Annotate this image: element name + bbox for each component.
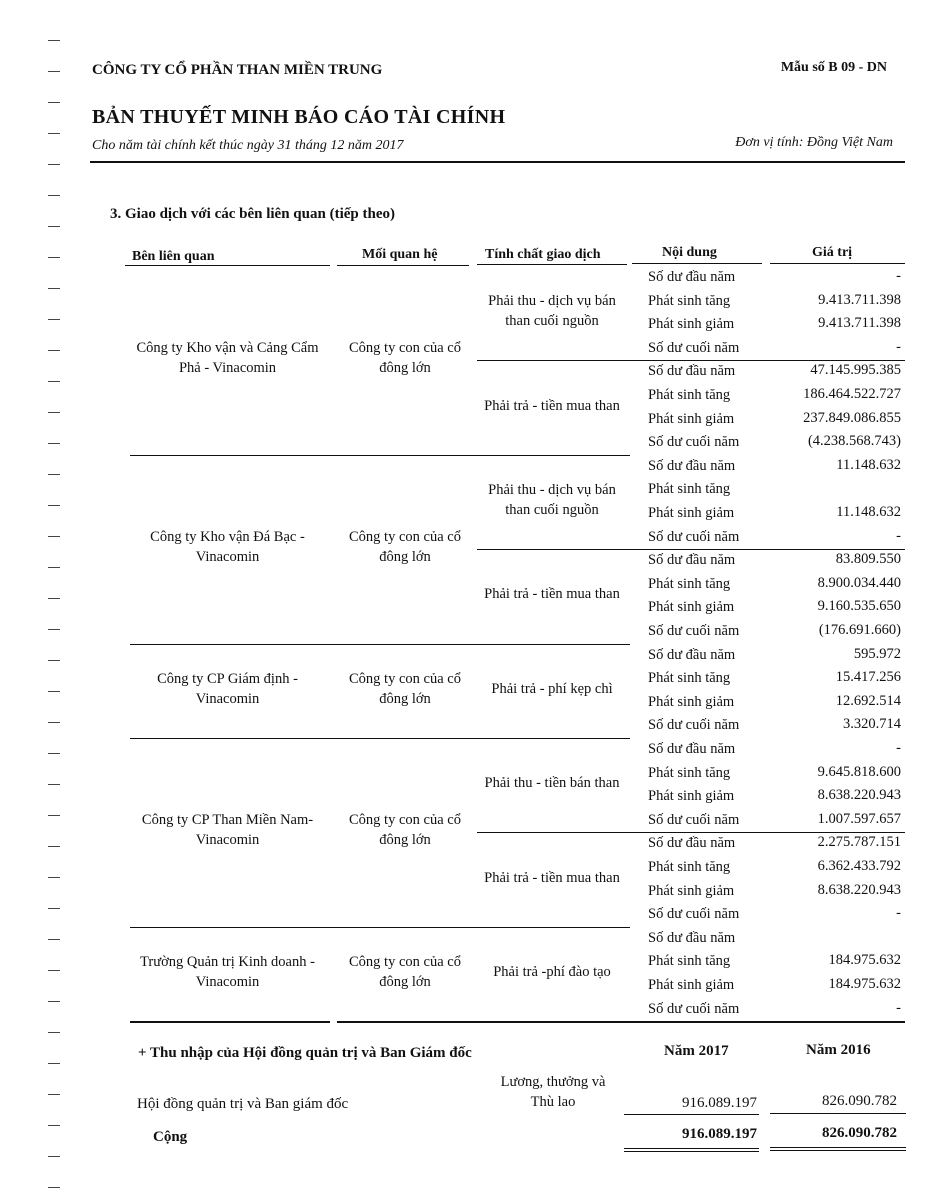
line-item-value: 12.692.514 xyxy=(835,692,901,709)
relationship: Công ty con của cổ xyxy=(349,340,461,357)
line-item-value: 9.413.711.398 xyxy=(818,291,901,308)
margin-tick xyxy=(48,1094,60,1095)
line-item-label: Phát sinh tăng xyxy=(648,575,731,592)
line-item-value: 8.638.220.943 xyxy=(817,881,901,898)
margin-tick xyxy=(48,133,60,134)
line-item-label: Phát sinh giảm xyxy=(648,505,735,521)
margin-tick xyxy=(48,1156,60,1157)
col-header-nature: Tính chất giao dịch xyxy=(485,247,601,262)
margin-tick xyxy=(48,412,60,413)
line-item-value: - xyxy=(896,999,901,1016)
margin-tick xyxy=(48,71,60,72)
income-title: + Thu nhập của Hội đồng quản trị và Ban Giám đốc xyxy=(138,1045,472,1061)
line-item-label: Số dư cuối năm xyxy=(648,717,740,734)
line-item-label: Phát sinh tăng xyxy=(648,859,731,875)
relationship: Công ty con của cổ xyxy=(349,812,461,829)
margin-tick xyxy=(48,567,60,568)
line-item-label: Phát sinh giảm xyxy=(648,316,735,333)
income-rule-2017 xyxy=(624,1114,759,1115)
margin-tick xyxy=(48,1032,60,1033)
line-item-value: 8.900.034.440 xyxy=(817,574,901,591)
income-row-2017: 916.089.197 xyxy=(682,1095,757,1111)
total-double-rule-2017-a xyxy=(624,1148,759,1149)
party-name: Vinacomin xyxy=(195,974,260,990)
group-divider xyxy=(130,455,630,456)
line-item-value: 595.972 xyxy=(853,645,901,662)
line-item-label: Phát sinh tăng xyxy=(648,387,731,403)
line-item-value: - xyxy=(896,740,901,756)
margin-tick xyxy=(48,350,60,351)
line-item-value: 11.148.632 xyxy=(836,504,901,520)
party-name: Trường Quản trị Kinh doanh - xyxy=(140,954,315,970)
margin-tick xyxy=(48,288,60,289)
relationship: Công ty con của cổ xyxy=(349,529,461,546)
relationship: đông lớn xyxy=(379,549,431,566)
line-item-value: 3.320.714 xyxy=(843,716,901,733)
line-item-value: (4.238.568.743) xyxy=(807,433,901,450)
margin-tick xyxy=(48,753,60,754)
margin-tick xyxy=(48,815,60,816)
header-rule-nature xyxy=(477,264,627,265)
income-row-2016: 826.090.782 xyxy=(822,1093,897,1109)
margin-tick xyxy=(48,1001,60,1002)
line-item-label: Phát sinh tăng xyxy=(648,481,731,498)
company-name: CÔNG TY CỔ PHẦN THAN MIỀN TRUNG xyxy=(92,62,383,78)
group-divider xyxy=(337,1021,905,1023)
line-item-value: 9.413.711.398 xyxy=(818,315,901,332)
party-name: Vinacomin xyxy=(195,690,260,707)
margin-tick xyxy=(48,102,60,103)
margin-tick xyxy=(48,908,60,909)
line-item-value: - xyxy=(896,268,901,284)
header-rule xyxy=(90,161,905,163)
col-header-relation: Mối quan hệ xyxy=(362,247,438,262)
line-item-label: Phát sinh tăng xyxy=(648,764,731,781)
transaction-nature: Phải trả -phí đào tạo xyxy=(493,964,611,980)
group-divider xyxy=(130,738,630,739)
total-double-rule-2017-b xyxy=(624,1151,759,1152)
margin-tick xyxy=(48,1063,60,1064)
margin-tick xyxy=(48,846,60,847)
line-item-label: Số dư đầu năm xyxy=(648,929,736,946)
line-item-value: (176.691.660) xyxy=(818,622,901,638)
relationship: đông lớn xyxy=(379,690,431,707)
margin-tick xyxy=(48,319,60,320)
margin-tick xyxy=(48,939,60,940)
line-item-label: Phát sinh tăng xyxy=(648,953,731,970)
line-item-value: 9.645.818.600 xyxy=(817,763,901,780)
line-item-value: 184.975.632 xyxy=(828,976,901,992)
line-item-label: Số dư đầu năm xyxy=(648,457,736,474)
report-title: BẢN THUYẾT MINH BÁO CÁO TÀI CHÍNH xyxy=(92,106,506,128)
relationship: đông lớn xyxy=(379,360,431,377)
line-item-label: Số dư đầu năm xyxy=(648,269,736,285)
transaction-nature: than cuối nguồn xyxy=(505,313,599,330)
line-item-label: Phát sinh giảm xyxy=(648,599,735,616)
line-item-value: - xyxy=(896,905,901,922)
line-item-label: Số dư cuối năm xyxy=(648,906,740,923)
line-item-value: - xyxy=(896,527,901,544)
party-name: Vinacomin xyxy=(195,549,260,566)
transaction-nature: Phải trả - tiền mua than xyxy=(484,586,620,603)
line-item-label: Số dư cuối năm xyxy=(648,623,740,639)
transaction-nature: Phải thu - tiền bán than xyxy=(484,775,620,792)
line-item-label: Số dư cuối năm xyxy=(648,811,740,828)
income-year-2017: Năm 2017 xyxy=(664,1043,729,1059)
party-name: Công ty Kho vận Đá Bạc - xyxy=(150,529,305,546)
currency-unit: Đơn vị tính: Đồng Việt Nam xyxy=(735,135,893,150)
transaction-nature: Phải trả - tiền mua than xyxy=(484,869,620,886)
line-item-value: 15.417.256 xyxy=(835,669,901,686)
group-divider xyxy=(130,927,630,928)
line-item-label: Số dư cuối năm xyxy=(648,434,740,451)
line-item-value: 6.362.433.792 xyxy=(817,858,901,874)
margin-tick xyxy=(48,629,60,630)
line-item-label: Số dư cuối năm xyxy=(648,528,740,545)
line-item-label: Số dư đầu năm xyxy=(648,646,736,663)
income-rule-2016 xyxy=(770,1113,906,1114)
group-divider xyxy=(130,644,630,645)
line-item-label: Phát sinh tăng xyxy=(648,670,731,687)
margin-tick xyxy=(48,598,60,599)
transaction-nature: Phải trả - tiền mua than xyxy=(484,397,620,414)
col-header-item: Nội dung xyxy=(662,245,717,260)
line-item-label: Phát sinh giảm xyxy=(648,788,735,805)
margin-tick xyxy=(48,877,60,878)
margin-tick xyxy=(48,164,60,165)
line-item-label: Phát sinh giảm xyxy=(648,410,735,427)
line-item-value: 83.809.550 xyxy=(835,551,901,568)
section-title: 3. Giao dịch với các bên liên quan (tiếp theo) xyxy=(110,206,395,222)
transaction-nature: than cuối nguồn xyxy=(505,502,599,518)
margin-tick xyxy=(48,381,60,382)
party-name: Vinacomin xyxy=(195,832,260,849)
total-double-rule-2016-a xyxy=(770,1147,906,1148)
margin-tick xyxy=(48,443,60,444)
line-item-value: 186.464.522.727 xyxy=(803,386,901,402)
header-rule-value xyxy=(770,263,905,264)
margin-tick xyxy=(48,660,60,661)
margin-tick xyxy=(48,195,60,196)
line-item-value: 2.275.787.151 xyxy=(817,834,901,851)
margin-tick xyxy=(48,257,60,258)
line-item-value: 1.007.597.657 xyxy=(817,810,901,827)
party-name: Công ty CP Than Miền Nam- xyxy=(141,812,314,829)
line-item-label: Phát sinh giảm xyxy=(648,977,735,993)
total-double-rule-2016-b xyxy=(770,1150,906,1151)
line-item-label: Số dư cuối năm xyxy=(648,339,740,356)
income-row-label: Hội đồng quản trị và Ban giám đốc xyxy=(137,1096,349,1112)
line-item-label: Số dư đầu năm xyxy=(648,835,736,852)
report-period: Cho năm tài chính kết thúc ngày 31 tháng 12 năm 2017 xyxy=(92,138,404,153)
party-name: Công ty Kho vận và Cảng Cẩm xyxy=(136,340,319,357)
relationship: Công ty con của cổ xyxy=(349,670,461,687)
margin-tick xyxy=(48,505,60,506)
header-rule-item xyxy=(632,263,762,264)
line-item-label: Phát sinh giảm xyxy=(648,882,735,899)
line-item-label: Số dư đầu năm xyxy=(648,741,736,757)
margin-tick xyxy=(48,536,60,537)
line-item-value: 184.975.632 xyxy=(828,952,901,969)
col-header-party: Bên liên quan xyxy=(132,249,215,264)
total-label: Cộng xyxy=(153,1129,188,1145)
line-item-value: 11.148.632 xyxy=(836,456,901,473)
margin-tick xyxy=(48,474,60,475)
transaction-nature: Phải thu - dịch vụ bán xyxy=(488,293,616,310)
transaction-nature: Phải thu - dịch vụ bán xyxy=(488,482,616,498)
total-2017: 916.089.197 xyxy=(682,1126,757,1142)
margin-tick xyxy=(48,784,60,785)
line-item-label: Phát sinh tăng xyxy=(648,292,731,309)
group-divider xyxy=(130,1021,330,1023)
margin-tick xyxy=(48,1187,60,1188)
margin-tick xyxy=(48,40,60,41)
relationship: đông lớn xyxy=(379,974,431,990)
margin-tick xyxy=(48,226,60,227)
line-item-value: 47.145.995.385 xyxy=(810,362,901,379)
party-name: Công ty CP Giám định - xyxy=(157,670,298,687)
line-item-value: - xyxy=(896,338,901,355)
relationship: đông lớn xyxy=(379,832,431,849)
line-item-label: Số dư cuối năm xyxy=(648,1000,740,1017)
margin-tick xyxy=(48,691,60,692)
line-item-label: Số dư đầu năm xyxy=(648,552,736,569)
relationship: Công ty con của cổ xyxy=(349,954,461,970)
margin-tick xyxy=(48,970,60,971)
party-name: Phả - Vinacomin xyxy=(178,360,277,377)
form-number: Mẫu số B 09 - DN xyxy=(780,60,887,75)
income-row-nature-line1: Lương, thưởng và xyxy=(500,1074,606,1090)
margin-tick xyxy=(48,722,60,723)
header-rule-party xyxy=(125,265,330,266)
line-item-label: Phát sinh giảm xyxy=(648,693,735,710)
line-item-value: 9.160.535.650 xyxy=(817,598,901,615)
line-item-label: Số dư đầu năm xyxy=(648,363,736,380)
header-rule-relation xyxy=(337,265,469,266)
income-row-nature-line2: Thù lao xyxy=(530,1094,576,1110)
line-item-value: 237.849.086.855 xyxy=(803,409,901,426)
income-year-2016: Năm 2016 xyxy=(806,1042,871,1058)
line-item-value: 8.638.220.943 xyxy=(817,787,901,804)
margin-tick xyxy=(48,1125,60,1126)
total-2016: 826.090.782 xyxy=(822,1125,897,1141)
transaction-nature: Phải trả - phí kẹp chì xyxy=(491,680,613,697)
col-header-value: Giá trị xyxy=(812,245,853,260)
